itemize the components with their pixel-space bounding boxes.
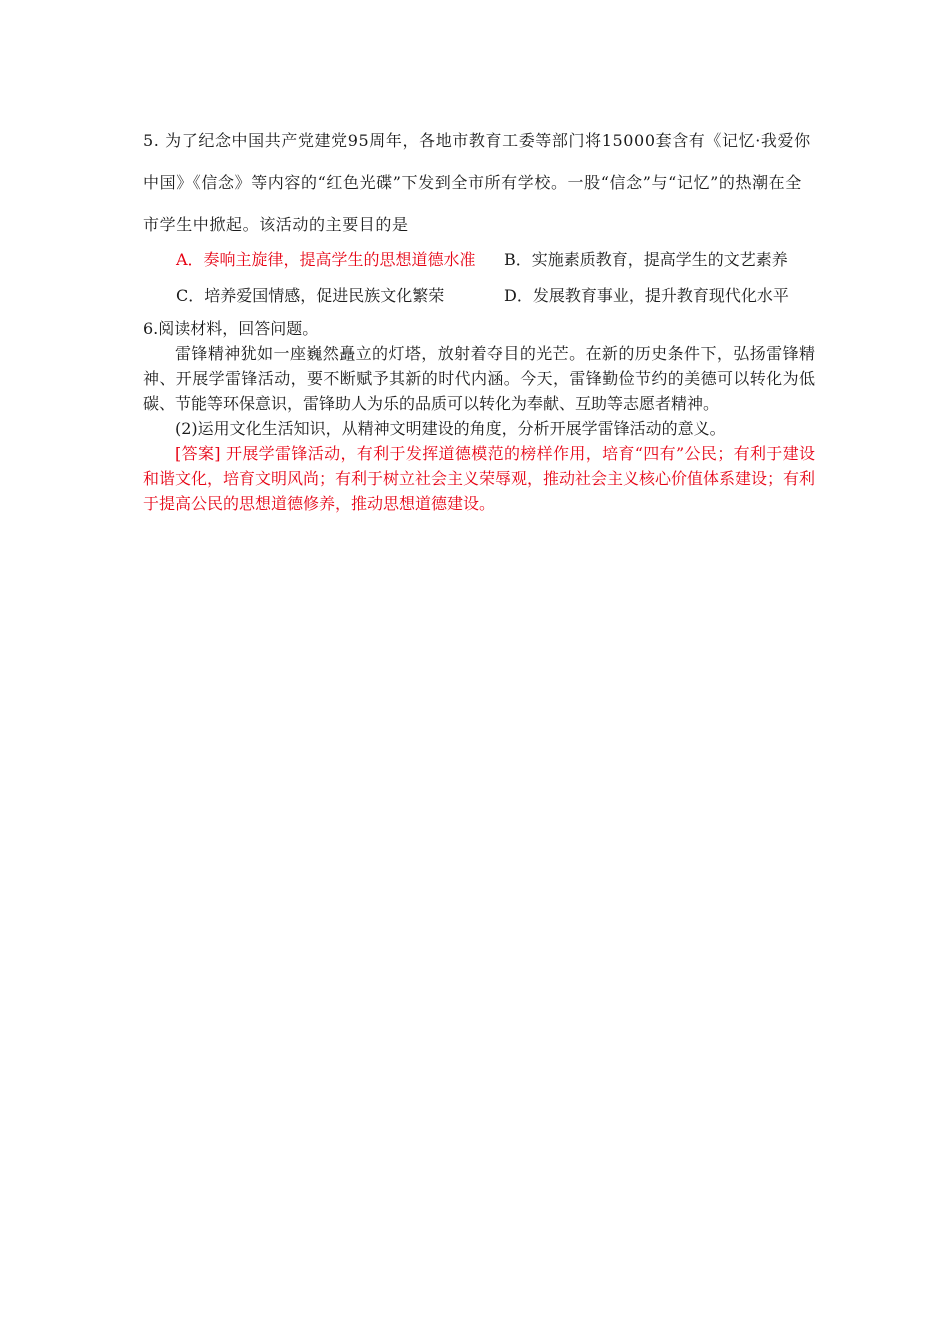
question-6-answer: [答案] 开展学雷锋活动，有利于发挥道德模范的榜样作用，培育“四有”公民；有利于建设和谐文化，培育文明风尚；有利于树立社会主义荣辱观，推动社会主义核心价值体系建设；有利于提高公民的思想道德修养，推动思想道德建设。 xyxy=(143,444,816,513)
option-b: B．实施素质教育，提高学生的文艺素养 xyxy=(504,249,788,269)
options-row-1 xyxy=(176,240,816,276)
options-row-2 xyxy=(176,276,816,312)
question-5-options xyxy=(176,240,816,312)
question-6 xyxy=(143,316,815,516)
option-a-correct: A．奏响主旋律，提高学生的思想道德水准 xyxy=(176,249,476,269)
option-c: C．培养爱国情感，促进民族文化繁荣 xyxy=(176,285,445,305)
question-6-heading: 6.阅读材料，回答问题。 xyxy=(143,319,319,338)
question-6-sub-question: (2)运用文化生活知识，从精神文明建设的角度，分析开展学雷锋活动的意义。 xyxy=(175,419,726,438)
question-6-material: 雷锋精神犹如一座巍然矗立的灯塔，放射着夺目的光芒。在新的历史条件下，弘扬雷锋精神、开展学雷锋活动，要不断赋予其新的时代内涵。今天，雷锋勤俭节约的美德可以转化为低碳、节能等环保意识，雷锋助人为乐的品质可以转化为奉献、互助等志愿者精神。 xyxy=(143,344,815,413)
option-d: D．发展教育事业，提升教育现代化水平 xyxy=(504,285,789,305)
question-5-stem: 5. 为了纪念中国共产党建党95周年，各地市教育工委等部门将15000套含有《记忆·我爱你中国》《信念》等内容的“红色光碟”下发到全市所有学校。一股“信念”与“记忆”的热潮在全市学生中掀起。该活动的主要目的是 xyxy=(143,131,811,234)
